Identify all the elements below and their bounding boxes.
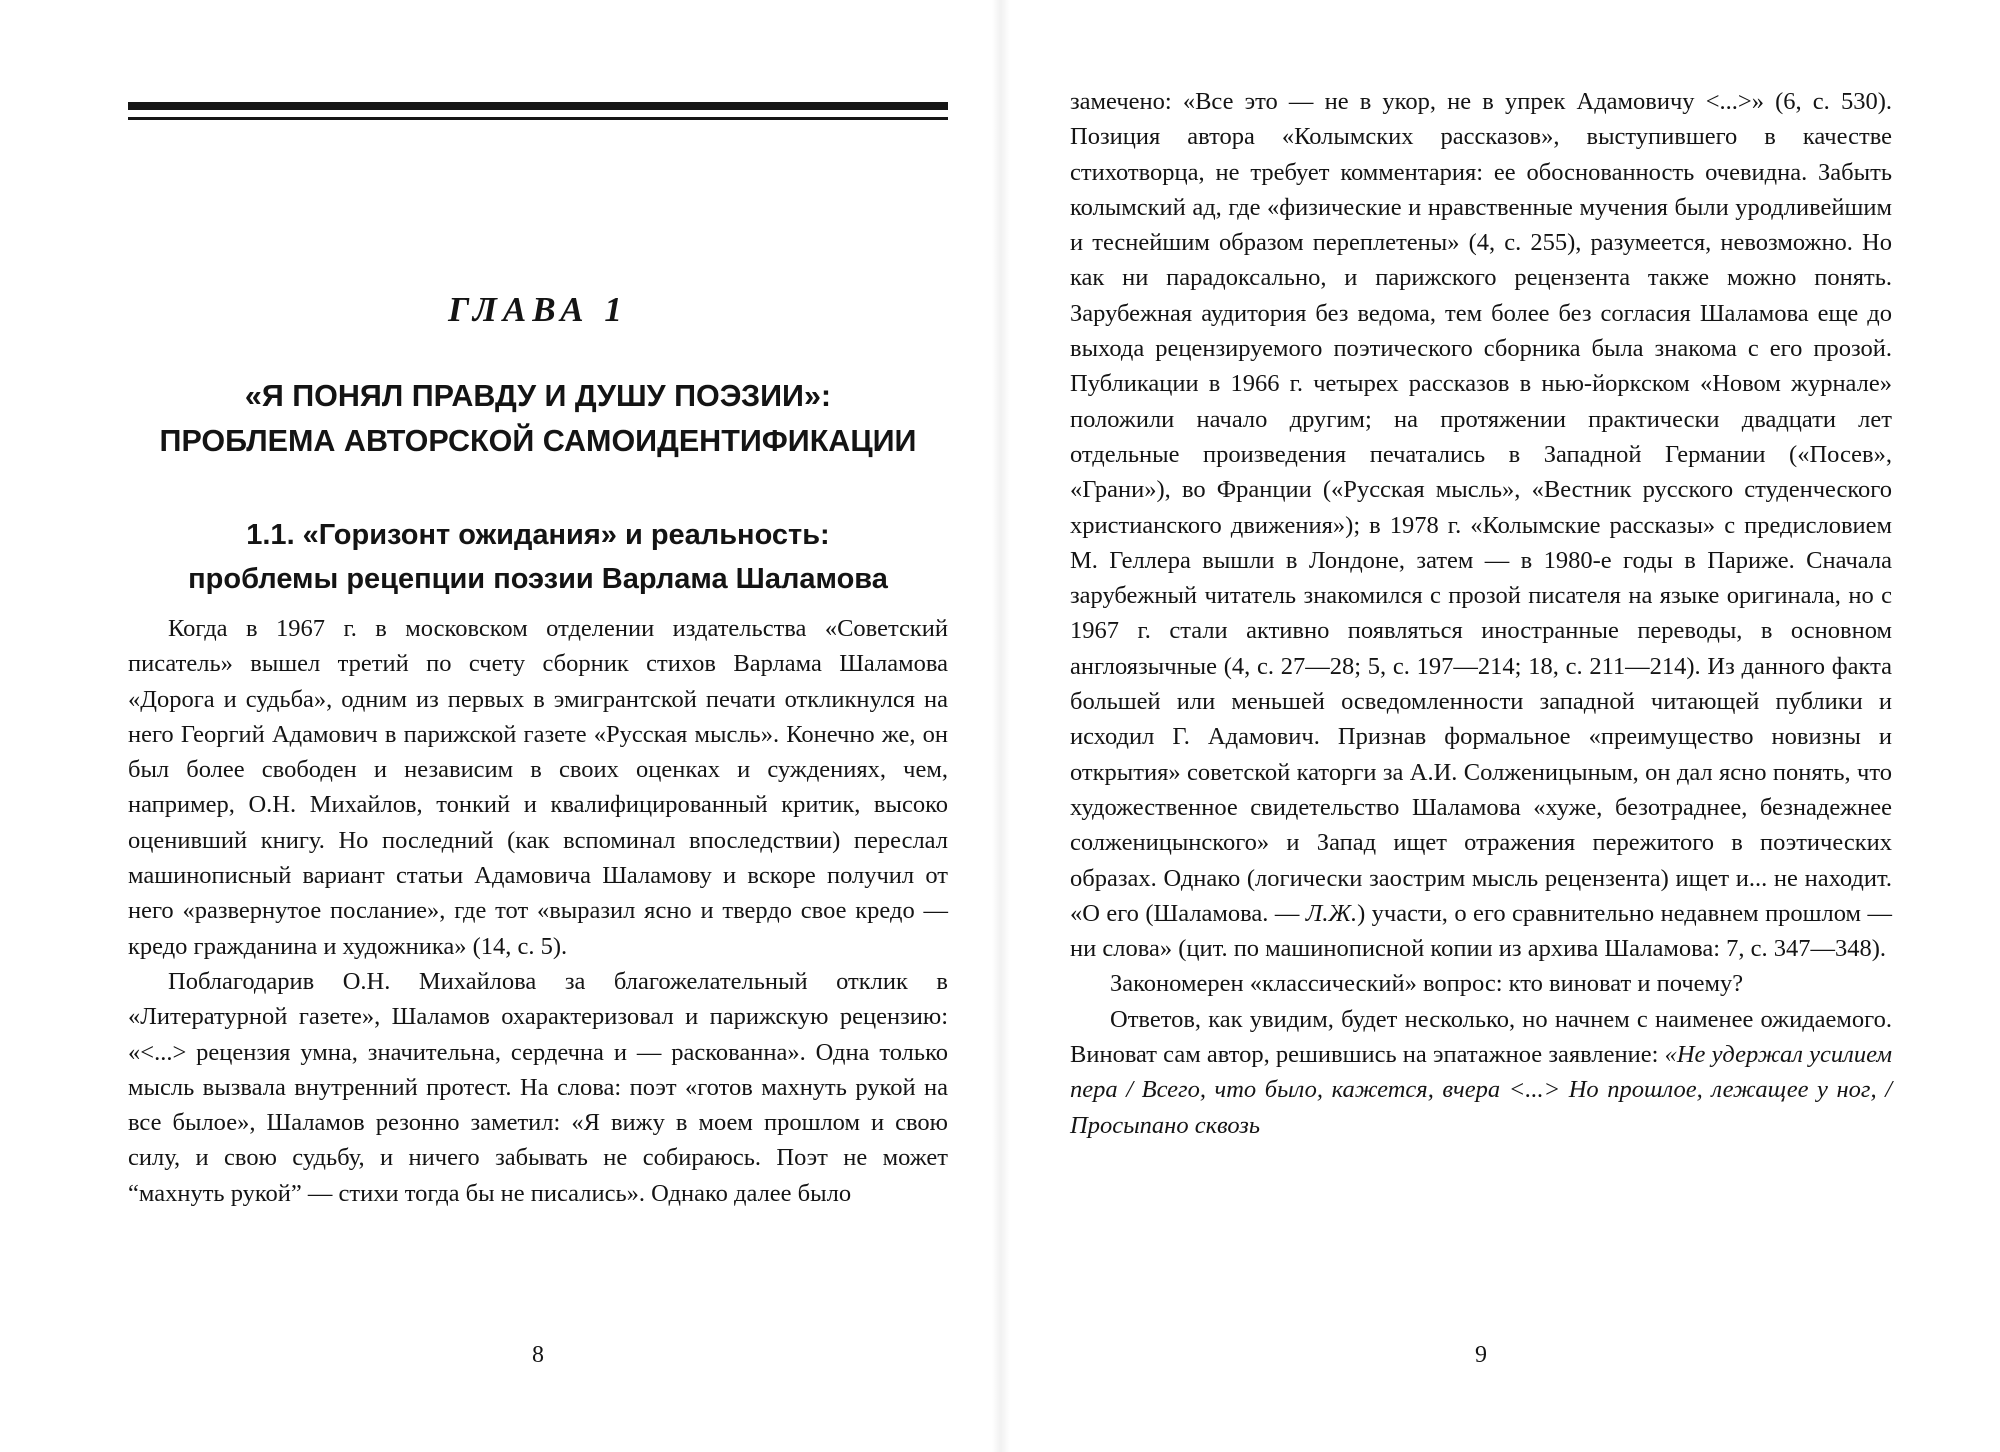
page-number: 9	[1475, 1342, 1487, 1368]
paragraph-text: замечено: «Все это — не в укор, не в упрек Адамовичу <...>» (6, с. 530). Позиция автора «Колымских рассказов», выступившего в качестве стихотворца, не требует комментария: ее обоснованность очевидна. Забыть колымский ад, где «физические и нравственные мучения были уродливейшим и теснейшим образом переплетены» (4, с. 255), разумеется, невозможно. Но как ни парадоксально, и парижского рецензента также можно понять. Зарубежная аудитория без ведома, тем более без согласия Шаламова еще до выхода рецензируемого поэтического сборника была знакома с его прозой. Публикации в 1966 г. четырех рассказов в нью-йоркском «Новом журнале» положили начало другим; на протяжении практически двадцати лет отдельные произведения печатались в Западной Германии («Посев», «Грани»), во Франции («Русская мысль», «Вестник русского студенческого христианского движения»); в 1978 г. «Колымские рассказы» с предисловием М. Геллера вышли в Лондоне, затем — в 1980-е годы в Париже. Сначала зарубежный читатель знакомился с прозой писателя на языке оригинала, но с 1967 г. стали активно появляться иностранные переводы, в основном англоязычные (4, с. 27—28; 5, с. 197—214; 18, с. 211—214). Из данного факта большей или меньшей осведомленности западной читающей публики и исходил Г. Адамович. Признав формальное «преимущество новизны и открытия» советской каторги за А.И. Солженицыным, он дал ясно понять, что художественное свидетельство Шаламова «хуже, безотраднее, безнадежнее солженицынского» и Запад ищет отражения пережитого в поэтических образах. Однако (логически заострим мысль рецензента) ищет и... не находит. «О его (Шаламова. —	[1070, 88, 1892, 927]
author-initials-italic: Л.Ж.	[1305, 899, 1358, 927]
right-page	[1070, 0, 1892, 1452]
chapter-title-line-1: «Я ПОНЯЛ ПРАВДУ И ДУШУ ПОЭЗИИ»:	[244, 379, 832, 413]
header-rule-thick	[128, 102, 948, 110]
chapter-title-line-2: ПРОБЛЕМА АВТОРСКОЙ САМОИДЕНТИФИКАЦИИ	[159, 424, 917, 458]
header-rule-thin	[128, 117, 948, 120]
chapter-title	[128, 374, 948, 464]
paragraph: Когда в 1967 г. в московском отделении издательства «Советский писатель» вышел третий по счету сборник стихов Варлама Шаламова «Дорога и судьба», одним из первых в эмигрантской печати откликнулся на него Георгий Адамович в парижской газете «Русская мысль». Конечно же, он был более свободен и независим в своих оценках и суждениях, чем, например, О.Н. Михайлов, тонкий и квалифицированный критик, высоко оценивший книгу. Но последний (как вспоминал впоследствии) переслал машинописный вариант статьи Адамовича Шаламову и вскоре получил от него «развернутое послание», где тот «выразил ясно и твердо свое кредо — кредо гражданина и художника» (14, с. 5).	[128, 615, 948, 960]
section-title	[128, 513, 948, 601]
paragraph	[1070, 84, 1892, 966]
paragraph-text-end: ) участи, о его сравнительно недавнем прошлом — ни слова» (цит. по машинописной копии из архива Шаламова: 7, с. 347—348).	[1070, 899, 1892, 963]
section-title-line-2: проблемы рецепции поэзии Варлама Шаламова	[188, 563, 888, 595]
book-gutter	[992, 0, 1010, 1452]
left-page	[128, 0, 948, 1452]
paragraph-text: Ответов, как увидим, будет несколько, но начнем с наименее ожидаемого. Виноват сам автор, решившись на эпатажное заявление:	[1070, 1005, 1892, 1069]
page-number: 8	[532, 1342, 544, 1368]
paragraph: Поблагодарив О.Н. Михайлова за благожелательный отклик в «Литературной газете», Шаламов охарактеризовал и парижскую рецензию: «<...> рецензия умна, значительна, сердечна и — раскованна». Одна только мысль вызвала внутренний протест. На слова: поэт «готов махнуть рукой на все былое», Шаламов резонно заметил: «Я вижу в моем прошлом и свою силу, и свою судьбу, и ничего забывать не собираюсь. Поэт не может “махнуть рукой” — стихи тогда бы не писались». Однако далее было	[128, 967, 948, 1207]
left-body-text	[128, 611, 948, 1211]
paragraph: Закономерен «классический» вопрос: кто виноват и почему?	[1110, 970, 1744, 998]
paragraph	[1070, 1002, 1892, 1143]
section-title-line-1: 1.1. «Горизонт ожидания» и реальность:	[246, 519, 830, 551]
chapter-label: ГЛАВА 1	[448, 290, 628, 329]
right-body-text	[1070, 84, 1892, 1143]
poem-quote-italic: «Не удержал усилием пера / Всего, что было, кажется, вчера <...> Но прошлое, лежащее у ног, / Просыпано сквозь	[1070, 1041, 1893, 1139]
